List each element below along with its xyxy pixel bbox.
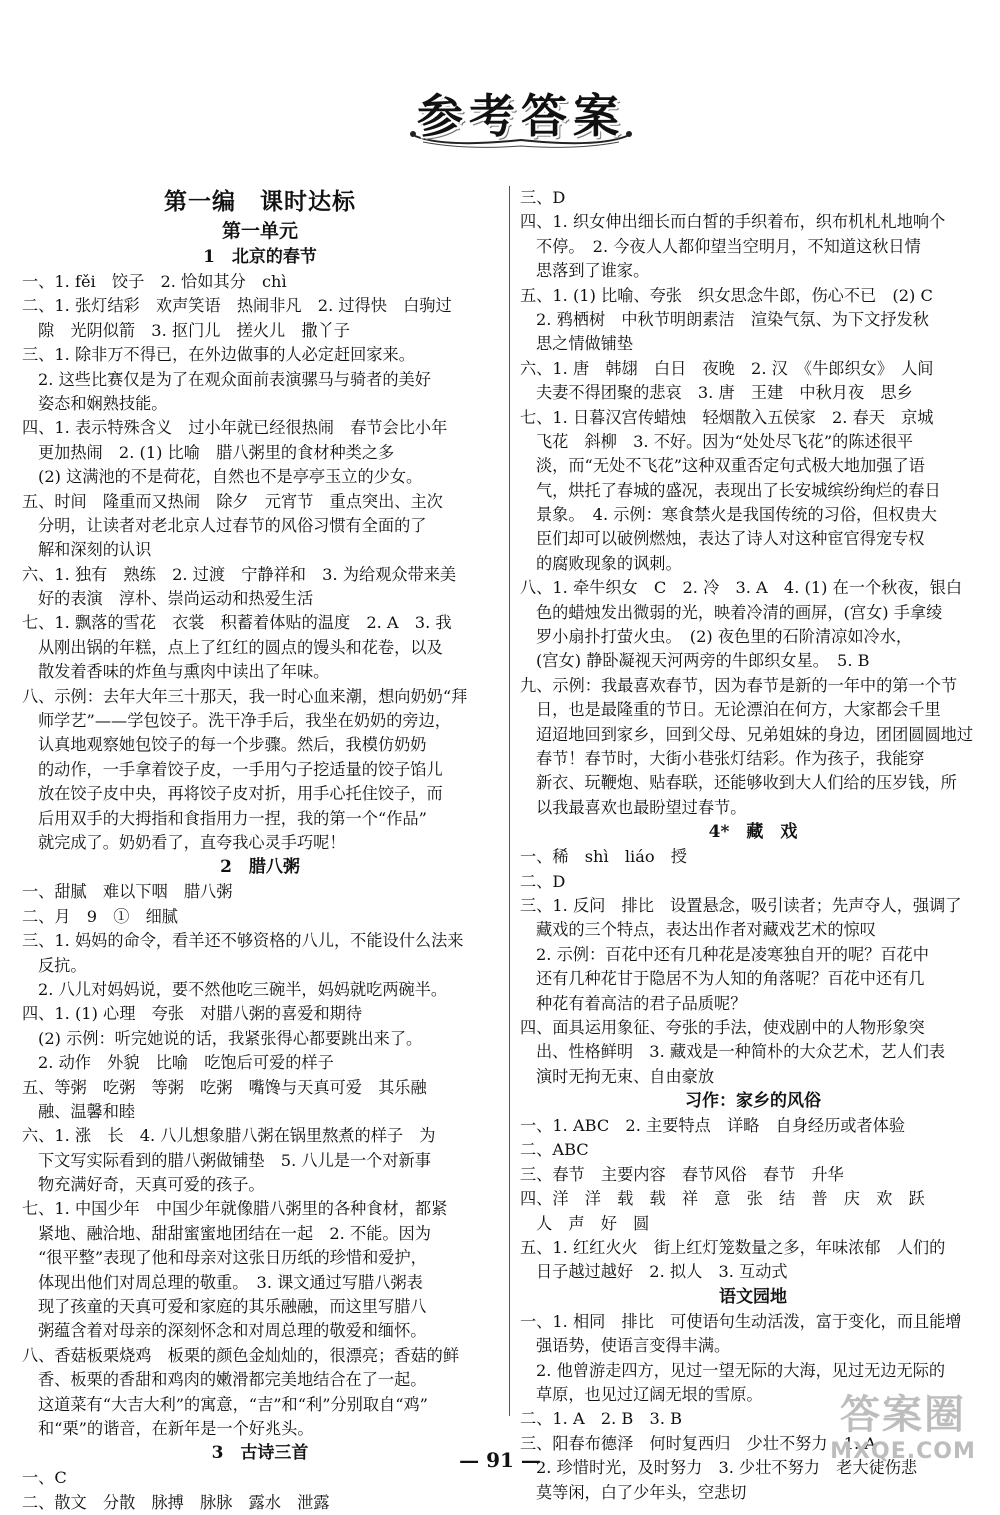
answer-line: 五、等粥 吃粥 等粥 吃粥 嘴馋与天真可爱 其乐融 xyxy=(22,1077,427,1097)
answer-line: 一、1. fěi 饺子 2. 恰如其分 chì xyxy=(22,272,287,291)
answer-line-continued: 体现出他们对周总理的敬重。 3. 课文通过写腊八粥表 xyxy=(38,1272,423,1292)
answer-line-continued: 后用双手的大拇指和食指用力一捏，我的第一个“作品” xyxy=(38,808,427,828)
answer-line-continued: 粥蕴含着对母亲的深刻怀念和对周总理的敬爱和缅怀。 xyxy=(38,1321,427,1341)
answer-line: 六、1. 涨 长 4. 八儿想象腊八粥在锅里熬煮的样子 为 xyxy=(22,1126,436,1146)
answer-line-continued: 演时无拘无束、自由豪放 xyxy=(536,1066,715,1086)
answer-line-continued: 的动作，一手拿着饺子皮，一手用勺子挖适量的饺子馅儿 xyxy=(38,759,443,779)
answer-line-continued: 人 声 好 圆 xyxy=(536,1213,650,1233)
answer-line: 五、1. 红红火火 街上红灯笼数量之多，年味浓郁 人们的 xyxy=(520,1238,946,1258)
answer-line: 二、散文 分散 脉搏 脉脉 露水 泄露 xyxy=(22,1492,330,1512)
answer-line: 二、ABC xyxy=(520,1140,589,1160)
answer-line: 四、1. 表示特殊含义 过小年就已经很热闹 春节会比小年 xyxy=(22,418,448,438)
answer-line-continued: (2) 这满池的不是荷花，自然也不是亭亭玉立的少女。 xyxy=(38,467,423,487)
answer-line: 一、稀 shì liáo 授 xyxy=(520,847,687,867)
answer-line: 三、1. 除非万不得已，在外边做事的人必定赶回家来。 xyxy=(22,345,415,365)
unit-heading: 第一单元 xyxy=(221,220,298,242)
answer-line: 七、1. 中国少年 中国少年就像腊八粥里的各种食材，都紧 xyxy=(22,1199,448,1219)
answer-line: 六、1. 独有 熟练 2. 过渡 宁静祥和 3. 为给观众带来美 xyxy=(22,564,457,584)
lesson-heading: 4* 藏 戏 xyxy=(708,822,798,843)
answer-line-continued: 和“栗”的谐音，在新年是一个好兆头。 xyxy=(38,1418,314,1438)
answer-line-continued: (宫女) 静卧凝视天河两旁的牛郎织女星。 5. B xyxy=(536,651,870,671)
answer-line-continued: 飞花 斜柳 3. 不好。因为“处处尽飞花”的陈述很平 xyxy=(536,431,914,451)
answer-line-continued: 2. 动作 外貌 比喻 吃饱后可爱的样子 xyxy=(38,1053,334,1073)
answer-line: 三、1. 反问 排比 设置悬念，吸引读者；先声夺人，强调了 xyxy=(520,895,962,915)
answer-line-continued: 不停。 2. 今夜人人都仰望当空明月，不知道这秋日情 xyxy=(536,236,921,256)
answer-line-continued: 夫妻不得团聚的悲哀 3. 唐 王建 中秋月夜 思乡 xyxy=(536,383,913,403)
answer-line-continued: 思之情做铺垫 xyxy=(536,334,634,354)
lesson-heading: 习作：家乡的风俗 xyxy=(685,1091,821,1112)
answer-line: 七、1. 日暮汉宫传蜡烛 轻烟散入五侯家 2. 春天 京城 xyxy=(520,407,934,427)
answer-line-continued: 师学艺”——学包饺子。洗干净手后，我坐在奶奶的旁边， xyxy=(38,711,451,731)
lesson-heading: 语文园地 xyxy=(719,1286,787,1307)
answer-line-continued: 下文写实际看到的腊八粥做铺垫 5. 八儿是一个对新事 xyxy=(38,1150,431,1170)
answer-line: 二、1. A 2. B 3. B xyxy=(520,1409,683,1429)
answer-line: 三、春节 主要内容 春节风俗 春节 升华 xyxy=(520,1164,844,1184)
answer-line: 六、1. 唐 韩翃 白日 夜晚 2. 汉 《牛郎织女》 人间 xyxy=(520,358,934,378)
answer-line-continued: 从刚出锅的年糕，点上了红红的圆点的馒头和花卷，以及 xyxy=(38,637,443,657)
answer-line-continued: 迢迢地回到家乡，回到父母、兄弟姐妹的身边，团团圆圆地过 xyxy=(536,724,974,744)
answer-line-continued: 罗小扇扑打萤火虫。 (2) 夜色里的石阶清凉如冷水， xyxy=(536,627,913,647)
answer-line: 四、面具运用象征、夸张的手法，使戏剧中的人物形象突 xyxy=(520,1017,925,1037)
part-heading: 第一编 课时达标 xyxy=(164,188,356,215)
answer-line-continued: 解和深刻的认识 xyxy=(38,540,152,560)
answer-line-continued: 好的表演 淳朴、崇尚运动和热爱生活 xyxy=(38,589,314,609)
answer-line-continued: (2) 示例：听完她说的话，我紧张得心都要跳出来了。 xyxy=(38,1028,423,1048)
answer-line: 一、1. 相同 排比 可使语句生动活泼，富于变化，而且能增 xyxy=(520,1311,962,1331)
answer-line-continued: 分明，让读者对老北京人过春节的风俗习惯有全面的了 xyxy=(38,515,427,535)
answer-line-continued: 物充满好奇，天真可爱的孩子。 xyxy=(38,1175,265,1195)
answer-line-continued: “很平整”表现了他和母亲对这张日历纸的珍惜和爱护， xyxy=(38,1248,427,1268)
answer-line: 一、甜腻 难以下咽 腊八粥 xyxy=(22,882,233,902)
answer-line-continued: 认真地观察她包饺子的每一个步骤。然后，我模仿奶奶 xyxy=(38,735,427,755)
banner-title: 参考答案 xyxy=(417,89,625,143)
answer-line-continued: 隙 光阴似箭 3. 抠门儿 搓火儿 撒丫子 xyxy=(38,320,350,340)
watermark xyxy=(818,1390,988,1470)
watermark-logo: 答案圈 xyxy=(840,1392,966,1438)
answer-line-continued: 强语势，使语言变得丰满。 xyxy=(536,1336,731,1356)
answer-line-continued: 气，烘托了春城的盛况，表现出了长安城缤纷绚烂的春日 xyxy=(536,480,941,500)
answer-line: 八、香菇板栗烧鸡 板栗的颜色金灿灿的，很漂亮；香菇的鲜 xyxy=(22,1345,460,1365)
answer-line-continued: 日子越过越好 2. 拟人 3. 互动式 xyxy=(536,1262,788,1282)
answer-line: 二、1. 张灯结彩 欢声笑语 热闹非凡 2. 过得快 白驹过 xyxy=(22,296,452,316)
answer-line-continued: 更加热闹 2. (1) 比喻 腊八粥里的食材种类之多 xyxy=(38,442,395,462)
answer-line-continued: 以我最喜欢也最盼望过春节。 xyxy=(536,797,747,817)
answer-line: 三、1. 妈妈的命令，看羊还不够资格的八儿，不能设什么法来 xyxy=(22,931,464,951)
watermark-url: MXQE.COM xyxy=(830,1439,976,1464)
answer-line: 三、阳春布德泽 何时复西归 少壮不努力 1. A xyxy=(520,1433,877,1453)
answer-line-continued: 景象。 4. 示例：寒食禁火是我国传统的习俗，但权贵大 xyxy=(536,505,937,525)
answer-line-continued: 2. 八儿对妈妈说，要不然他吃三碗半，妈妈就吃两碗半。 xyxy=(38,979,448,999)
answer-line-continued: 思落到了谁家。 xyxy=(536,261,650,281)
lesson-heading: 3 古诗三首 xyxy=(211,1443,309,1464)
answer-line: 一、1. ABC 2. 主要特点 详略 自身经历或者体验 xyxy=(520,1116,906,1136)
answer-line-continued: 融、温馨和睦 xyxy=(38,1101,136,1121)
answer-line: 四、1. 织女伸出细长而白皙的手织着布，织布机札札地响个 xyxy=(520,212,946,232)
answer-line-continued: 出、性格鲜明 3. 藏戏是一种简朴的大众艺术，艺人们表 xyxy=(536,1042,946,1062)
page-number: — 91 — xyxy=(459,1448,541,1472)
lesson-heading: 1 北京的春节 xyxy=(203,247,317,267)
answer-line-continued: 春节！春节时，大街小巷张灯结彩。作为孩子，我能穿 xyxy=(536,748,925,768)
answer-line: 八、示例：去年大年三十那天，我一时心血来潮，想向奶奶“拜 xyxy=(22,686,468,706)
answer-line-continued: 日，也是最隆重的节日。无论漂泊在何方，大家都会千里 xyxy=(536,700,941,720)
answer-line-continued: 就完成了。奶奶看了，直夸我心灵手巧呢！ xyxy=(38,832,346,852)
answer-line: 五、1. (1) 比喻、夸张 织女思念牛郎，伤心不已 (2) C xyxy=(520,285,933,305)
answer-line-continued: 现了孩童的天真可爱和家庭的其乐融融，而这里写腊八 xyxy=(38,1297,427,1317)
left-column xyxy=(22,186,498,1515)
answer-line: 五、时间 隆重而又热闹 除夕 元宵节 重点突出、主次 xyxy=(22,491,443,511)
answer-line-continued: 2. 珍惜时光，及时努力 3. 少壮不努力 老大徒伤悲 xyxy=(536,1458,918,1478)
answer-line-continued: 反抗。 xyxy=(38,955,87,975)
answer-line-continued: 的腐败现象的讽刺。 xyxy=(536,553,682,573)
answer-line-continued: 臣们却可以破例燃烛，表达了诗人对这种宦官得宠专权 xyxy=(536,529,925,549)
column-divider xyxy=(509,186,510,1416)
answer-line: 九、示例：我最喜欢春节，因为春节是新的一年中的第一个节 xyxy=(520,675,958,695)
answer-line: 二、月 9 ① 细腻 xyxy=(22,906,178,926)
answer-line: 四、1. (1) 心理 夸张 对腊八粥的喜爱和期待 xyxy=(22,1004,363,1024)
answer-line: 三、D xyxy=(520,188,566,207)
answer-line-continued: 还有几种花甘于隐居不为人知的角落呢？百花中还有几 xyxy=(536,969,925,989)
answer-line-continued: 2. 他曾游走四方，见过一望无际的大海，见过无边无际的 xyxy=(536,1360,946,1380)
answer-key-banner xyxy=(405,76,637,150)
answer-line-continued: 紧地、融洽地、甜甜蜜蜜地团结在一起 2. 不能。因为 xyxy=(38,1223,431,1243)
answer-line-continued: 草原，也见过辽阔无垠的雪原。 xyxy=(536,1384,763,1404)
answer-line-continued: 种花有着高洁的君子品质呢？ xyxy=(536,993,747,1013)
answer-line-continued: 2. 这些比赛仅是为了在观众面前表演骡马与骑者的美好 xyxy=(38,369,431,389)
answer-line-continued: 新衣、玩鞭炮、贴春联，还能够收到大人们给的压岁钱，所 xyxy=(536,773,957,793)
answer-line: 一、C xyxy=(22,1468,67,1488)
answer-line-continued: 莫等闲，白了少年头，空悲切 xyxy=(536,1482,747,1502)
answer-line-continued: 放在饺子皮中央，再将饺子皮对折，用手心托住饺子，而 xyxy=(38,784,443,804)
answer-line-continued: 色的蜡烛发出微弱的光，映着冷清的画屏，(宫女) 手拿绫 xyxy=(536,602,943,622)
lesson-heading: 2 腊八粥 xyxy=(220,857,300,878)
answer-line: 七、1. 飘落的雪花 衣裳 积蓄着体贴的温度 2. A 3. 我 xyxy=(22,613,452,633)
right-column xyxy=(520,186,986,1505)
answer-line-continued: 2. 示例：百花中还有几种花是凌寒独自开的呢？百花中 xyxy=(536,944,929,964)
answer-line-continued: 淡，而“无处不飞花”这种双重否定句式极大地加强了语 xyxy=(536,456,925,476)
answer-line-continued: 藏戏的三个特点，表达出作者对藏戏艺术的惊叹 xyxy=(536,920,876,940)
answer-line-continued: 姿态和娴熟技能。 xyxy=(38,393,168,413)
answer-line: 二、D xyxy=(520,871,566,891)
answer-line-continued: 2. 鸦栖树 中秋节明朗素洁 渲染气氛、为下文抒发秋 xyxy=(536,309,929,329)
answer-line: 四、洋 洋 载 载 祥 意 张 结 普 庆 欢 跃 xyxy=(520,1189,925,1209)
answer-line-continued: 这道菜有“大吉大利”的寓意，“吉”和“利”分别取自“鸡” xyxy=(38,1394,428,1414)
answer-line-continued: 散发着香味的炸鱼与熏肉中读出了年味。 xyxy=(38,662,330,682)
answer-line: 八、1. 牵牛织女 C 2. 冷 3. A 4. (1) 在一个秋夜，银白 xyxy=(520,578,963,598)
answer-line-continued: 香、板栗的香甜和鸡肉的嫩滑都完美地结合在了一起。 xyxy=(38,1370,427,1390)
